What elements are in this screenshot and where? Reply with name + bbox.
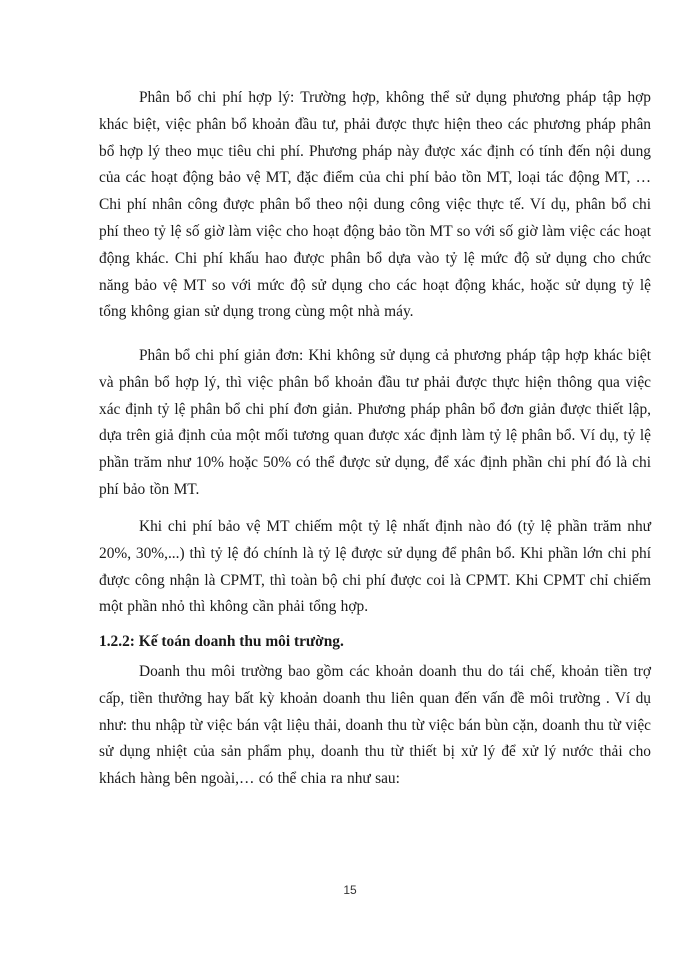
paragraph-reasonable-allocation: Phân bổ chi phí hợp lý: Trường hợp, không thể sử dụng phương pháp tập hợp khác biệt, việc phân bổ khoản đầu tư, phải được thực hiện theo các phương pháp phân bổ hợp lý theo mục tiêu chi phí. Phương pháp này được xác định có tính đến nội dung của các hoạt động bảo vệ MT, đặc điểm của chi phí bảo tồn MT, loại tác động MT, … Chi phí nhân công được phân bổ theo nội dung công việc thực tế. Ví dụ, phân bổ chi phí theo tỷ lệ số giờ làm việc cho hoạt động bảo tồn MT so với số giờ làm việc các hoạt động khác. Chi phí khấu hao được phân bổ dựa vào tỷ lệ mức độ sử dụng cho chức năng bảo vệ MT so với mức độ sử dụng cho các hoạt động khác, hoặc sử dụng tỷ lệ tổng không gian sử dụng trong cùng một nhà máy. [99, 89, 651, 321]
page-number: 15 [343, 883, 357, 897]
section-heading: 1.2.2: Kế toán doanh thu môi trường. [99, 633, 344, 650]
paragraph-proportion-allocation: Khi chi phí bảo vệ MT chiếm một tỷ lệ nhất định nào đó (tỷ lệ phần trăm như 20%, 30%,...) thì tỷ lệ đó chính là tỷ lệ được sử dụng để phân bổ. Khi phần lớn chi phí được công nhận là CPMT, thì toàn bộ chi phí được coi là CPMT. Khi CPMT chỉ chiếm một phần nhỏ thì không cần phải tổng hợp. [99, 518, 651, 616]
paragraph-simple-allocation: Phân bổ chi phí giản đơn: Khi không sử dụng cả phương pháp tập hợp khác biệt và phân bổ hợp lý, thì việc phân bổ khoản đầu tư phải được thực hiện thông qua việc xác định tỷ lệ phân bổ chi phí đơn giản. Phương pháp phân bổ đơn giản được thiết lập, dựa trên giả định của một mối tương quan được xác định làm tỷ lệ phân bổ. Ví dụ, tỷ lệ phần trăm như 10% hoặc 50% có thể được sử dụng, để xác định phần chi phí đó là chi phí bảo tồn MT. [99, 347, 651, 498]
paragraph-environmental-revenue: Doanh thu môi trường bao gồm các khoản doanh thu do tái chế, khoản tiền trợ cấp, tiền thưởng hay bất kỳ khoản doanh thu liên quan đến vấn đề môi trường . Ví dụ như: thu nhập từ việc bán vật liệu thải, doanh thu từ việc bán bùn cặn, doanh thu từ việc sử dụng nhiệt của sản phẩm phụ, doanh thu từ thiết bị xử lý để xử lý nước thải cho khách hàng bên ngoài,… có thể chia ra như sau: [99, 663, 651, 788]
